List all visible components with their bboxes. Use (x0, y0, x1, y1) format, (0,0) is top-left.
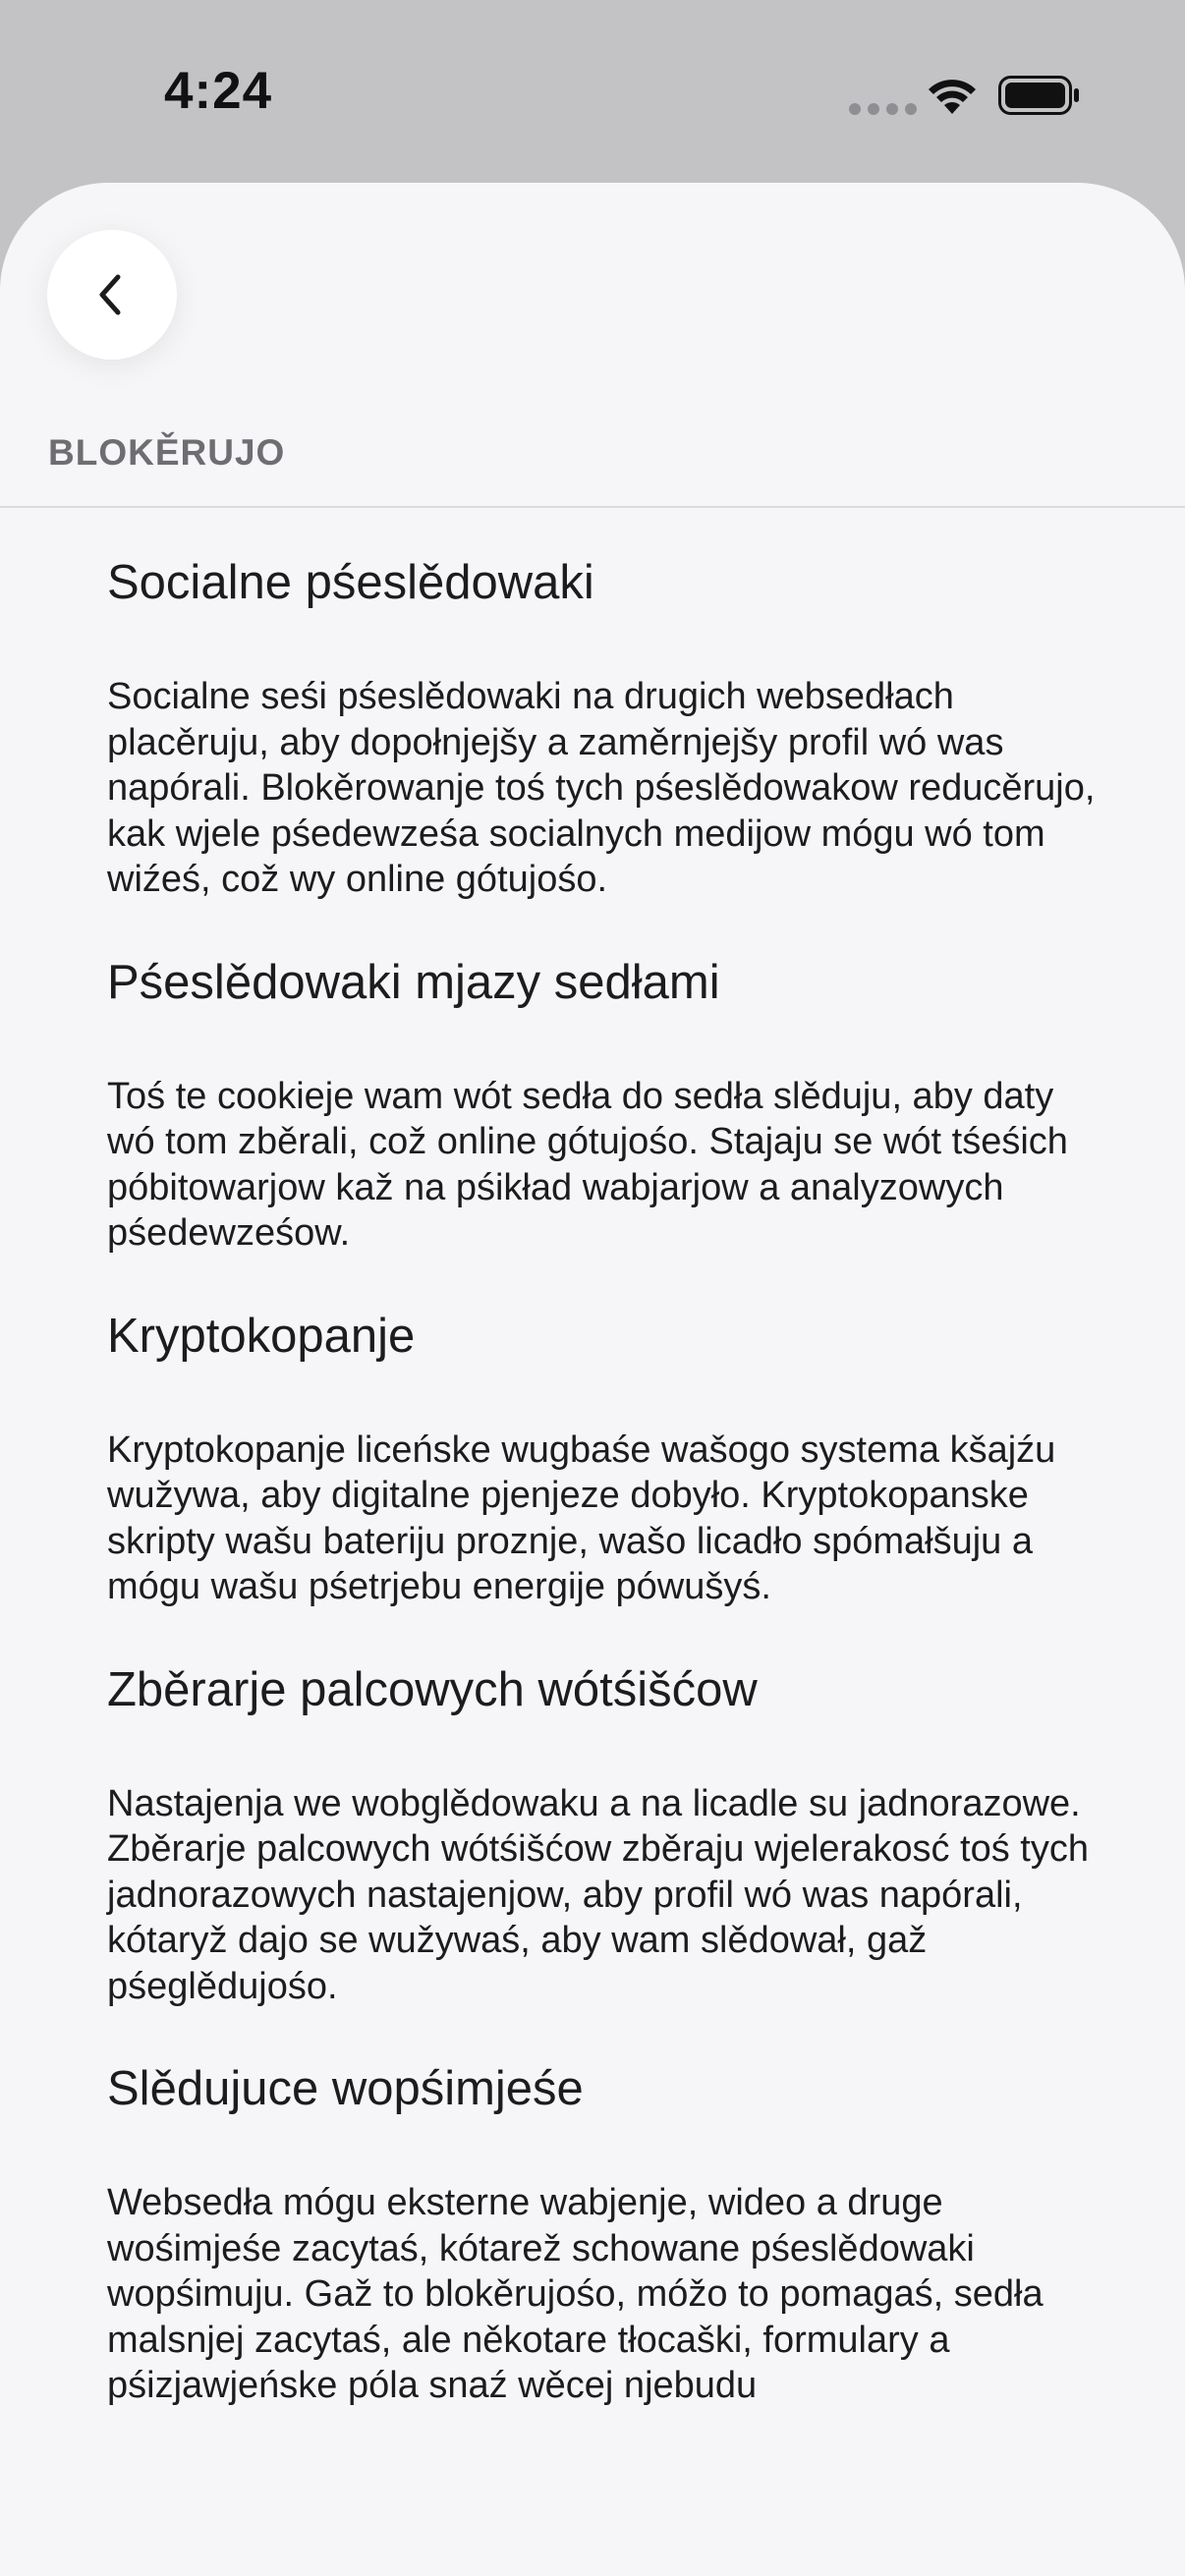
item-title: Pśeslědowaki mjazy sedłami (107, 955, 720, 1009)
item-description: Nastajenja we wobglědowaku a na licadle su jadnorazowe. Zběrarje palcowych wótśišćow zběraju wjelerakosć toś tych jadnorazowych nastajenjow, aby profil wó was napórali, kótaryž dajo se wužywaś, aby wam slědował, gaž pśeglědujośo. (107, 1782, 1089, 2007)
item-description: Kryptokopanje liceńske wugbaśe wašogo systema kšajźu wužywa, aby digitalne pjenjeze dobyło. Kryptokopanske skripty wašu bateriju proznje, wašo licadło spómałšuju a mógu wašu pśetrjebu energije pówušyś. (107, 1428, 1056, 1607)
divider (0, 506, 1185, 508)
back-button[interactable] (47, 230, 177, 360)
status-time: 4:24 (164, 62, 273, 120)
cellular-signal-icon (849, 103, 917, 115)
list-item (107, 1661, 1100, 2010)
item-title: Socialne pśeslědowaki (107, 556, 594, 609)
tracker-list (107, 554, 1100, 2460)
list-item (107, 954, 1100, 1257)
section-header: BLOKĚRUJO (48, 432, 286, 473)
item-description: Socialne seśi pśeslědowaki na drugich websedłach placěruju, aby dopołnjejšy a zaměrnjejšy profil wó was napórali. Blokěrowanje toś tych pśeslědowakow reducěrujo, kak wjele pśedewześa socialnych medijow mógu wó tom wiźeś, což wy online gótujośo. (107, 676, 1096, 900)
list-item (107, 2060, 1100, 2409)
wifi-icon (926, 75, 979, 114)
item-description: Toś te cookieje wam wót sedła do sedła slěduju, aby daty wó tom zběrali, což online gótujośo. Stajaju se wót tśeśich póbitowarjow kaž na pśikład wabjarjow a analyzowych pśedewześow. (107, 1075, 1068, 1254)
chevron-left-icon (88, 271, 136, 318)
list-item (107, 1308, 1100, 1610)
blocking-info-sheet (0, 183, 1185, 2576)
item-title: Kryptokopanje (107, 1309, 416, 1363)
item-title: Zběrarje palcowych wótśišćow (107, 1662, 758, 1716)
battery-icon (998, 76, 1081, 115)
list-item (107, 554, 1100, 903)
item-description: Websedła mógu eksterne wabjenje, wideo a druge wośimjeśe zacytaś, kótarež schowane pśeslědowaki wopśimuju. Gaž to blokěrujośo, móžo to pomagaś, sedła malsnjej zacytaś, ale někotare tłocaški, formulary a pśizjawjeńske póla snaź wěcej njebudu (107, 2182, 1044, 2406)
item-title: Slědujuce wopśimjeśe (107, 2062, 584, 2115)
status-bar (0, 0, 1185, 183)
